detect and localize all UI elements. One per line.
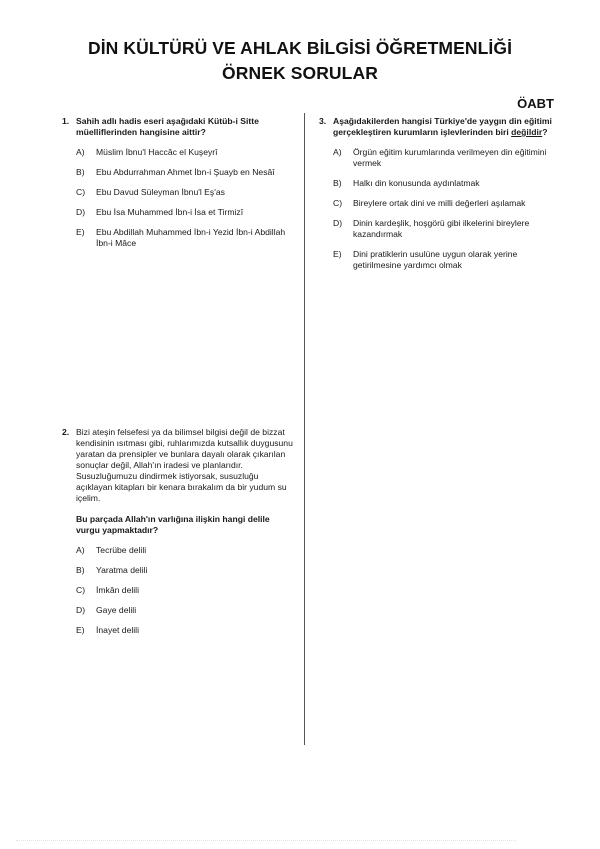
option-letter: A) xyxy=(76,545,85,555)
option-text: Bireylere ortak dini ve milli değerleri aşılamak xyxy=(353,198,526,208)
option-letter: B) xyxy=(76,565,85,575)
answer-option-b xyxy=(333,178,554,189)
exam-code-label: ÖABT xyxy=(517,96,554,111)
stem-negation-emphasis: değildir xyxy=(511,127,543,137)
option-text: Yaratma delili xyxy=(96,565,148,575)
scan-artifact-dotted-line xyxy=(16,840,516,842)
answer-option-e xyxy=(76,625,294,636)
option-text: Ebu Davud Süleyman İbnu'l Eş'as xyxy=(96,187,225,197)
option-letter: C) xyxy=(76,187,86,197)
option-text: Ebu Abdillah Muhammed İbn-i Yezid İbn-i Abdillah İbn-i Mâce xyxy=(96,227,286,248)
answer-option-c xyxy=(76,585,294,596)
option-letter: E) xyxy=(333,249,342,259)
option-text: Ebu Abdurrahman Ahmet İbn-i Şuayb en Nesâî xyxy=(96,167,275,177)
option-text: Dinin kardeşlik, hoşgörü gibi ilkelerini bireylere kazandırmak xyxy=(353,218,530,239)
option-text: İmkân delili xyxy=(96,585,139,595)
question-stem: Sahih adlı hadis eseri aşağıdaki Kütüb-i Sitte müelliflerinden hangisine aittir? xyxy=(76,116,259,137)
option-text: İnayet delili xyxy=(96,625,139,635)
answer-option-c xyxy=(76,187,294,198)
stem-punctuation: ? xyxy=(542,127,548,137)
option-text: Müslim İbnu'l Haccâc el Kuşeyrî xyxy=(96,147,218,157)
answer-option-e xyxy=(76,227,294,249)
question-number: 2. xyxy=(62,427,70,437)
page-title: DİN KÜLTÜRÜ VE AHLAK BİLGİSİ ÖĞRETMENLİĞİ xyxy=(87,38,513,58)
answer-option-a xyxy=(76,147,294,158)
question-3 xyxy=(319,116,554,280)
question-stem xyxy=(333,116,554,138)
question-1 xyxy=(62,116,294,258)
option-letter: C) xyxy=(333,198,343,208)
question-stem: Bu parçada Allah'ın varlığına ilişkin hangi delile vurgu yapmaktadır? xyxy=(76,514,270,535)
question-2 xyxy=(62,427,294,645)
answer-option-d xyxy=(333,218,554,240)
option-text: Tecrübe delili xyxy=(96,545,147,555)
answer-option-b xyxy=(76,565,294,576)
answer-option-a xyxy=(76,545,294,556)
answer-option-c xyxy=(333,198,554,209)
option-letter: C) xyxy=(76,585,86,595)
answer-option-a xyxy=(333,147,554,169)
page-subtitle: ÖRNEK SORULAR xyxy=(222,63,378,83)
option-text: Ebu İsa Muhammed İbn-i İsa et Tirmizî xyxy=(96,207,244,217)
question-number: 1. xyxy=(62,116,70,126)
option-letter: D) xyxy=(76,605,86,615)
answer-option-e xyxy=(333,249,554,271)
answer-option-d xyxy=(76,207,294,218)
option-letter: A) xyxy=(333,147,342,157)
question-number: 3. xyxy=(319,116,327,126)
question-passage: Bizi ateşin felsefesi ya da bilimsel bilgisi değil de bizzat kendisinin ısıtması gibi, ruhlarımızda kutsallık duygusunu yaratan da prensipler ve bunlara dayalı olarak çıkarılan sonuçlar değil, Allah'ın iradesi ve planlarıdır. Susuzluğumuzu dindirmek istiyorsak, susuzluğu açıklayan kitapları bir kenara bırakalım da bir yudum su içelim. xyxy=(76,427,293,503)
option-text: Gaye delili xyxy=(96,605,137,615)
option-text: Örgün eğitim kurumlarında verilmeyen din eğitimini vermek xyxy=(353,147,547,168)
answer-option-d xyxy=(76,605,294,616)
option-text: Halkı din konusunda aydınlatmak xyxy=(353,178,480,188)
option-letter: D) xyxy=(76,207,86,217)
option-letter: D) xyxy=(333,218,343,228)
option-letter: E) xyxy=(76,625,85,635)
answer-option-b xyxy=(76,167,294,178)
option-letter: A) xyxy=(76,147,85,157)
column-divider xyxy=(304,113,305,745)
option-text: Dini pratiklerin usulüne uygun olarak yerine getirilmesine yardımcı olmak xyxy=(353,249,518,270)
option-letter: B) xyxy=(333,178,342,188)
option-letter: E) xyxy=(76,227,85,237)
option-letter: B) xyxy=(76,167,85,177)
stem-text: Aşağıdakilerden hangisi Türkiye'de yaygın din eğitimi gerçekleştiren kurumların işlevlerinden biri xyxy=(333,116,552,137)
